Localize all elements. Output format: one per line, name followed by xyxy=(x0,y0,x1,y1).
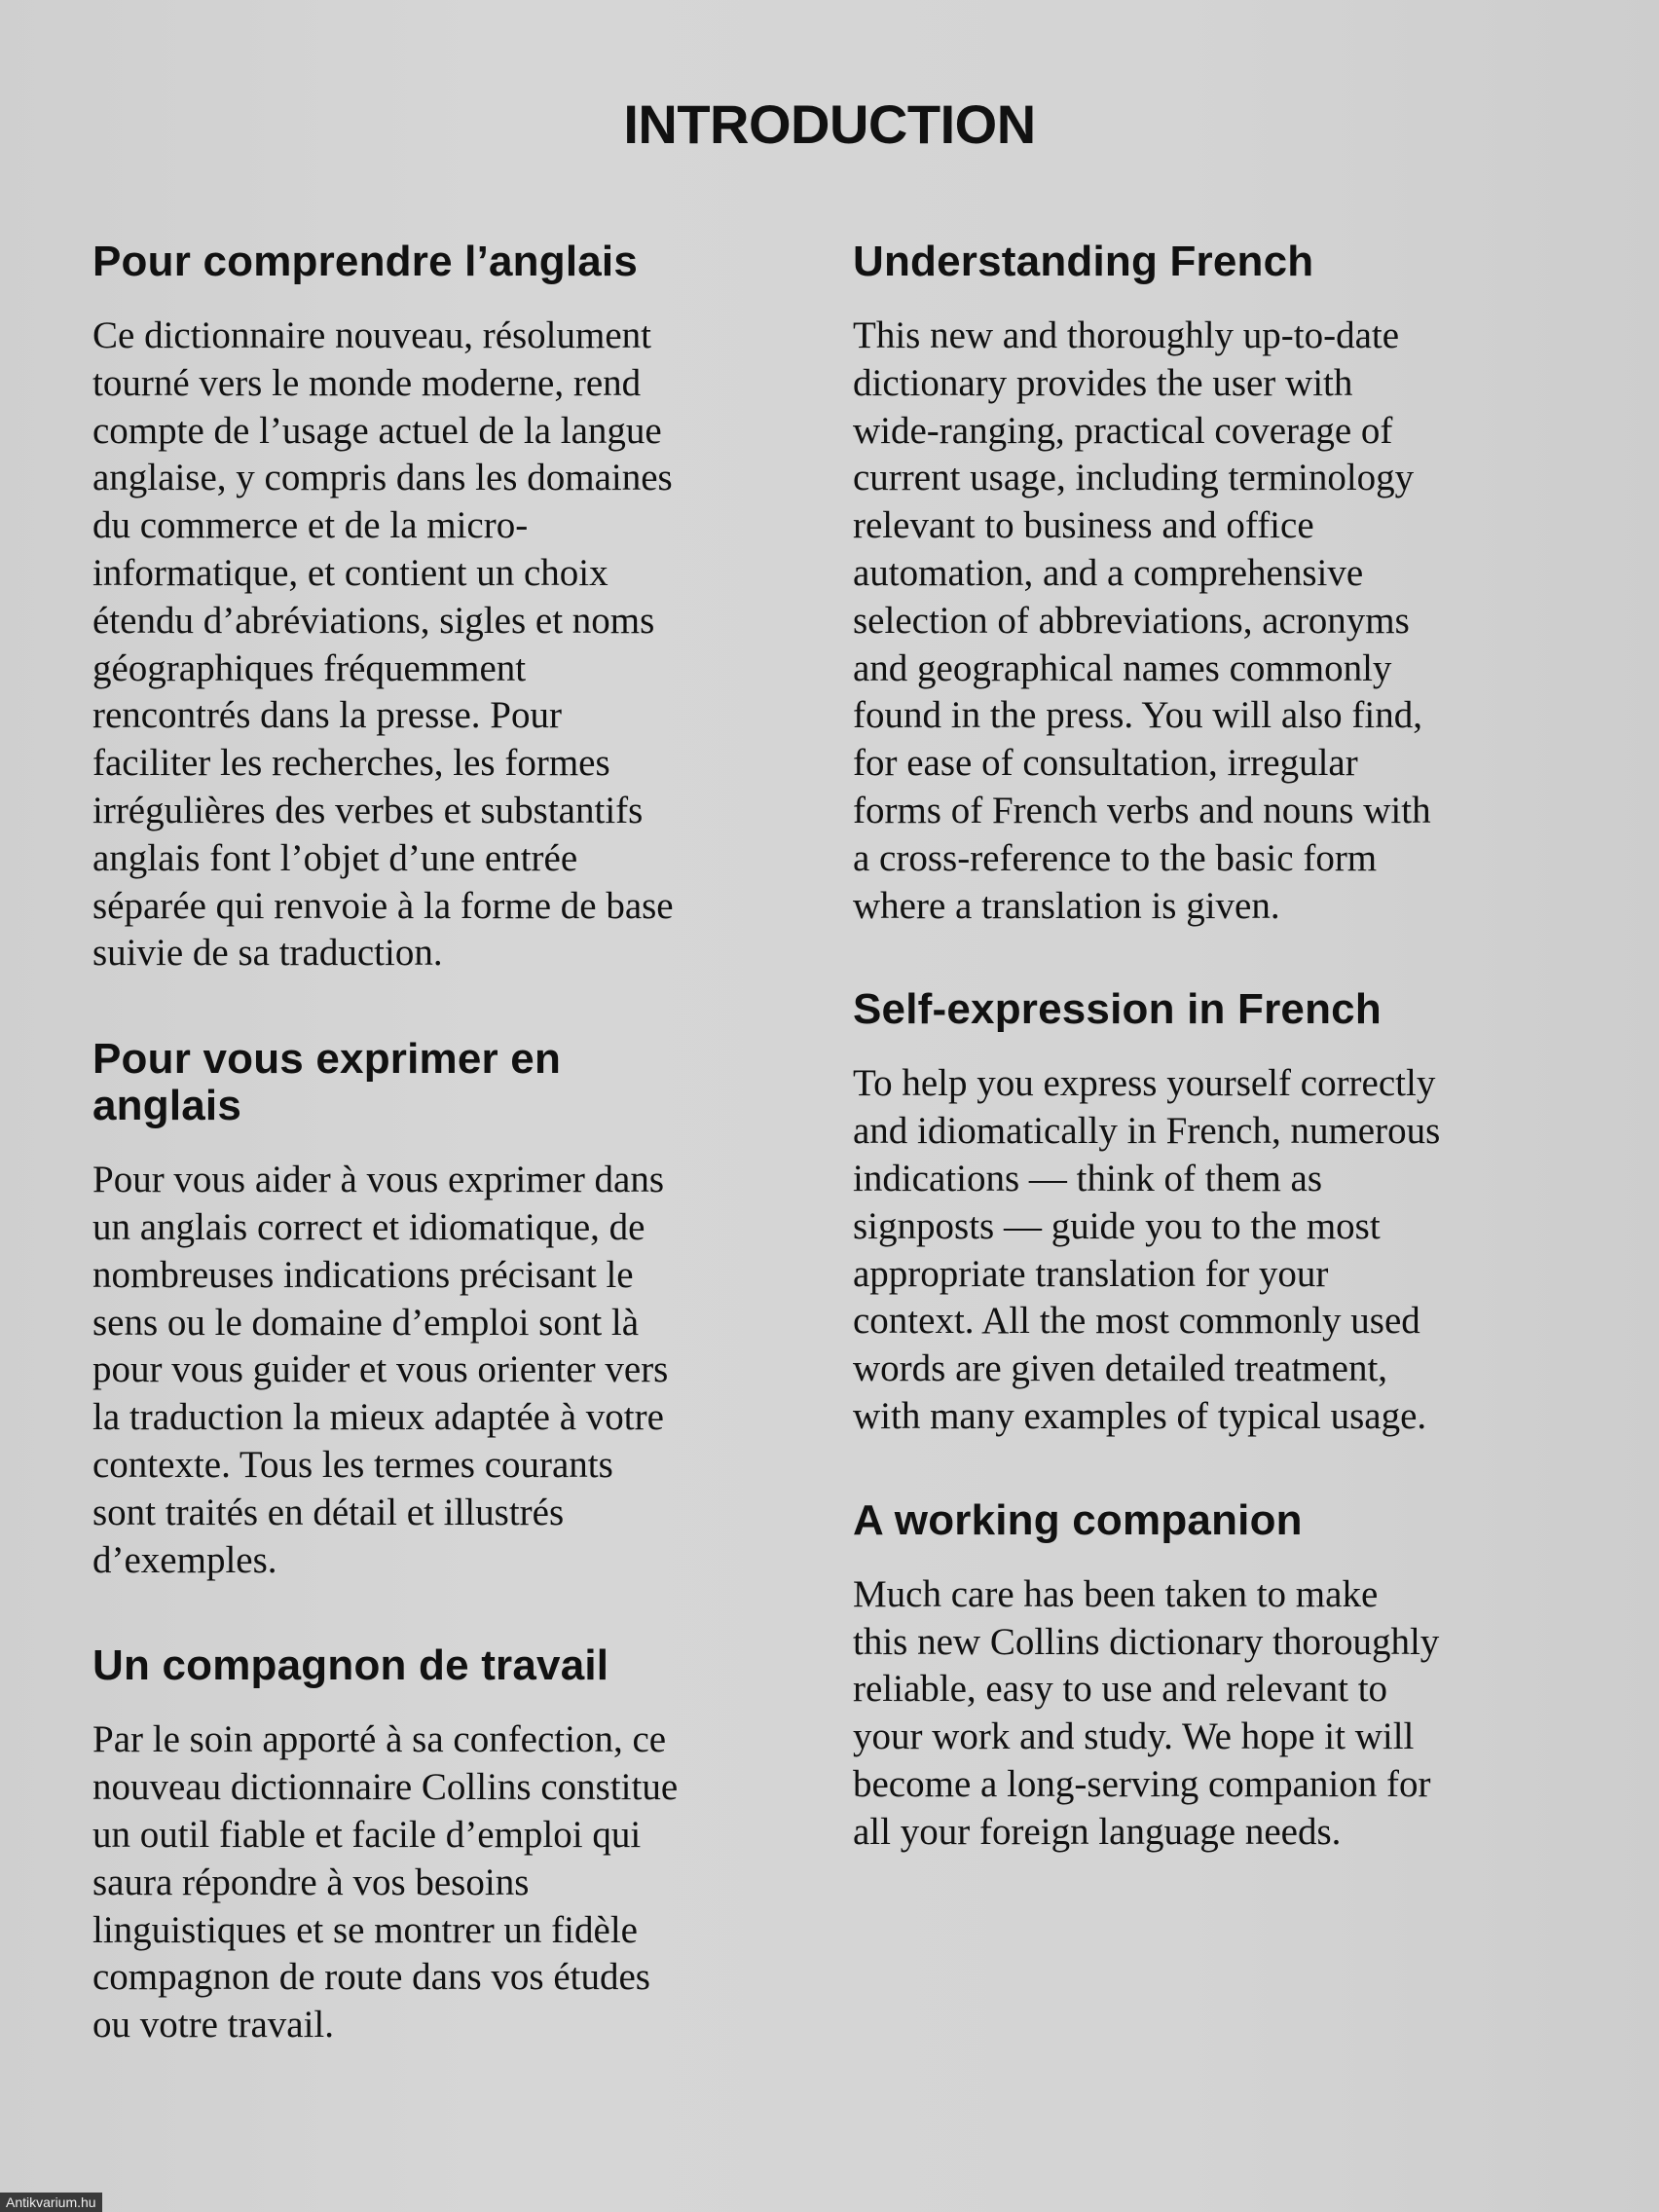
section-heading: Understanding French xyxy=(853,238,1314,285)
section-self-expression xyxy=(853,986,1573,1440)
page-title: INTRODUCTION xyxy=(623,93,1036,155)
section-body: Par le soin apporté à sa confection, ce nouveau dictionnaire Collins constitue un outil fiable et facile d’emploi qui saura répondre à vos besoins linguistiques et se montrer un fidèle compagnon de route dans vos études ou votre travail. xyxy=(92,1718,679,2046)
section-heading: A working companion xyxy=(853,1495,1303,1544)
section-pour-comprendre xyxy=(92,239,803,977)
section-body: Much care has been taken to make this new Collins dictionary thoroughly reliable, easy to use and relevant to your work and study. We hope it will become a long-serving companion for all your foreign language needs. xyxy=(853,1572,1440,1853)
section-body: Ce dictionnaire nouveau, résolument tourné vers le monde moderne, rend compte de l’usage actuel de la langue anglaise, y compris dans les domaines du commerce et de la micro- informatique, et contient un choix étendu d’abréviations, sigles et noms géographiques fréquemment rencontrés dans la presse. Pour faciliter les recherches, les formes irrégulières des verbes et substantifs anglais font l’objet d’une entrée séparée qui renvoie à la forme de base suivie de sa traduction. xyxy=(92,314,674,975)
section-body: Pour vous aider à vous exprimer dans un anglais correct et idiomatique, de nombreuses indications précisant le sens ou le domaine d’emploi sont là pour vous guider et vous orienter vers la traduction la mieux adaptée à votre contexte. Tous les termes courants sont traités en détail et illustrés d’exemples. xyxy=(92,1159,669,1581)
section-heading: Un compagnon de travail xyxy=(92,1641,609,1690)
section-working-companion xyxy=(853,1497,1573,1857)
section-un-compagnon xyxy=(92,1642,803,2049)
section-body: To help you express yourself correctly and idiomatically in French, numerous indications — think of them as signposts — guide you to the most appropriate translation for your context. All the most commonly used words are given detailed treatment, with many examples of typical usage. xyxy=(853,1062,1441,1437)
section-pour-vous-exprimer xyxy=(92,1036,803,1584)
section-heading: Pour vous exprimer en anglais xyxy=(92,1035,562,1130)
section-body: This new and thoroughly up-to-date dictionary provides the user with wide-ranging, practical coverage of current usage, including terminology relevant to business and office automation, and a comprehensive selection of abbreviations, acronyms and geographical names commonly found in the press. You will also find, for ease of consultation, irregular forms of French verbs and nouns with a cross-reference to the basic form where a translation is given. xyxy=(853,314,1431,927)
section-understanding-french xyxy=(853,239,1573,930)
watermark: Antikvarium.hu xyxy=(0,2193,102,2212)
right-column-english xyxy=(853,239,1573,1857)
section-heading: Pour comprendre l’anglais xyxy=(92,238,639,285)
section-heading: Self-expression in French xyxy=(853,985,1382,1034)
left-column-french xyxy=(92,239,803,2049)
